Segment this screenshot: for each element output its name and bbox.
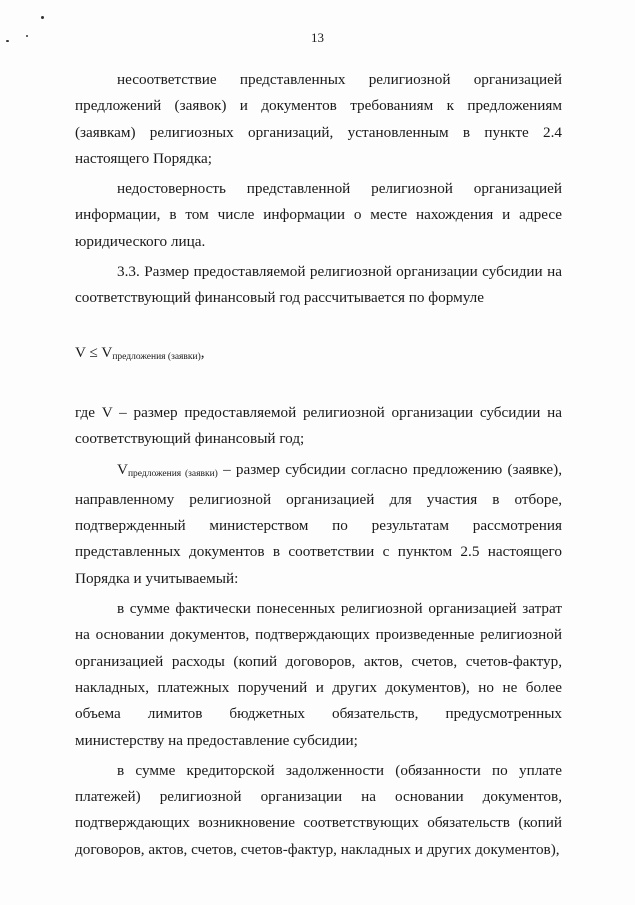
v-symbol-subscript: предложения (заявки): [127, 468, 218, 479]
paragraph-v-proposal: [75, 457, 562, 592]
paragraph-v-proposal-text: – размер субсидии согласно предложению (заявке), направленному религиозной организацией для участия в отборе, подтвержденный министерством по результатам рассмотрения представленных документов в соответствии с пунктом 2.5 настоящего Порядка и учитываемый:: [75, 460, 562, 587]
paragraph-where-v: где V – размер предоставляемой религиозной организации субсидии на соответствующий финансовый год;: [75, 403, 562, 448]
paragraph-3-3: 3.3. Размер предоставляемой религиозной организации субсидии на соответствующий финансовый год рассчитывается по формуле: [75, 263, 562, 307]
paragraph-nonconformity: несоответствие представленных религиозной организацией предложений (заявок) и документов требованиям к предложениям (заявкам) религиозных организаций, установленным в пункте 2.4 настоящего Порядка;: [75, 71, 562, 167]
formula-lhs: V ≤ V: [75, 343, 113, 361]
paragraph-accounts-payable: в сумме кредиторской задолженности (обязанности по уплате платежей) религиозной организации на основании документов, подтверждающих возникновение соответствующих обязательств (копий договоров, актов, счетов, счетов-фактур, накладных и других документов),: [75, 761, 562, 858]
document-body: [75, 67, 562, 863]
paragraph-actual-costs: в сумме фактически понесенных религиозной организацией затрат на основании документов, подтверждающих произведенные религиозной организацией расходы (копий договоров, актов, счетов, счетов-фактур, накладных, платежных поручений и других документов), но не более объема лимитов бюджетных обязательств, предусмотренных министерству на предоставление субсидии;: [75, 600, 562, 749]
v-symbol: V: [117, 460, 128, 478]
formula-tail: ,: [200, 343, 205, 361]
scan-speck: [41, 16, 44, 19]
paragraph-unreliability: недостоверность представленной религиозной организацией информации, в том числе информации о месте нахождения и адресе юридического лица.: [75, 180, 562, 250]
formula-subscript: предложения (заявки): [112, 351, 201, 362]
formula: [75, 340, 562, 370]
page-number: 13: [311, 30, 324, 45]
